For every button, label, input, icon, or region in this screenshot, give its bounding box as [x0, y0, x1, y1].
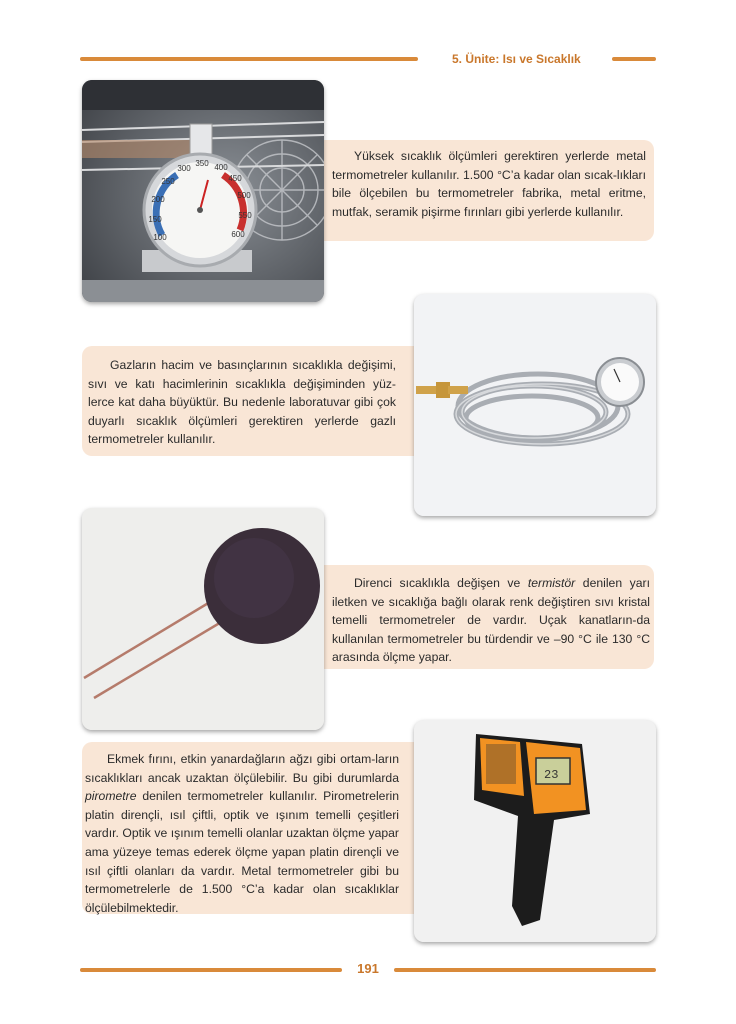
photo-gas-thermometer [414, 294, 656, 516]
paragraph-gas-thermometers [88, 356, 396, 449]
footer-rule-right [394, 968, 656, 972]
paragraph-text: Direnci sıcaklıkla değişen ve [354, 576, 528, 590]
dial-label: 600 [231, 230, 245, 239]
header-rule-right [612, 57, 656, 61]
paragraph-pyrometer [85, 750, 399, 917]
gas-thermometer-illustration [414, 294, 656, 516]
page-number: 191 [357, 961, 379, 976]
dial-label: 500 [237, 191, 251, 200]
term-thermistor: termistör [527, 576, 576, 590]
photo-thermistor [82, 508, 324, 730]
paragraph-text: Gazların hacim ve basınçlarının sıcaklıkla değişimi, sıvı ve katı hacimlerinin sıcaklıkla değişiminden yüz-lerce kat daha büyüktür. Bu nedenle laboratuvar gibi çok duyarlı sıcaklık ölçümleri gerektiren yerlerde gazlı termometreler kullanılır. [88, 358, 396, 447]
dial-label: 150 [148, 215, 162, 224]
term-pyrometer: pirometre [85, 789, 137, 804]
paragraph-text: denilen termometreler kullanılır. Pirometrelerin platin dirençli, ısıl çiftli, optik ve ışınım temelli çeşitleri vardır. Optik ve ışınım temelli olanlar uzaktan ölçme yapar ama yüzeye temas ederek ölçme yapan platin dirençli ve ısıl çiftli olanları da vardır. Metal termometreler gibi bu termometrelerle de 1.500 °C’a kadar olan sıcaklıklar ölçülebilmektedir. [85, 789, 399, 915]
paragraph-thermistor [332, 574, 650, 667]
thermistor-illustration [82, 508, 324, 730]
dial-label: 350 [195, 159, 209, 168]
dial-label: 300 [177, 164, 191, 173]
header-rule-left [80, 57, 418, 61]
dial-label: 200 [151, 195, 165, 204]
dial-label: 550 [238, 211, 252, 220]
paragraph-metal-thermometers [332, 147, 646, 221]
dial-label: 250 [161, 177, 175, 186]
paragraph-text: denilen yarı iletken ve sıcaklığa bağlı olarak renk değiştiren sıvı kristal temelli termometreler de vardır. Uçak kanatların-da kullanılan termometreler bu türdendir ve –90 °C ile 130 °C arasında ölçme yapar. [332, 576, 650, 665]
oven-thermometer-illustration [82, 80, 324, 302]
dial-label: 450 [228, 174, 242, 183]
dial-label: 100 [153, 233, 167, 242]
paragraph-text: Yüksek sıcaklık ölçümleri gerektiren yerlerde metal termometreler kullanılır. 1.500 °C’a kadar olan sıcak-lıkları bile ölçebilen bu termometreler fabrika, metal eritme, mutfak, seramik pişirme fırınları gibi yerlerde kullanılır. [332, 149, 646, 219]
unit-title: 5. Ünite: Isı ve Sıcaklık [452, 52, 581, 66]
photo-infrared-thermometer [414, 720, 656, 942]
infrared-thermometer-illustration [414, 720, 656, 942]
dial-label: 400 [214, 163, 228, 172]
photo-oven-dial-thermometer [82, 80, 324, 302]
paragraph-text: Ekmek fırını, etkin yanardağların ağzı gibi ortam-ların sıcaklıkları ancak uzaktan ölçülebilir. Bu gibi durumlarda [85, 752, 399, 785]
display-reading: 23 [544, 768, 559, 782]
